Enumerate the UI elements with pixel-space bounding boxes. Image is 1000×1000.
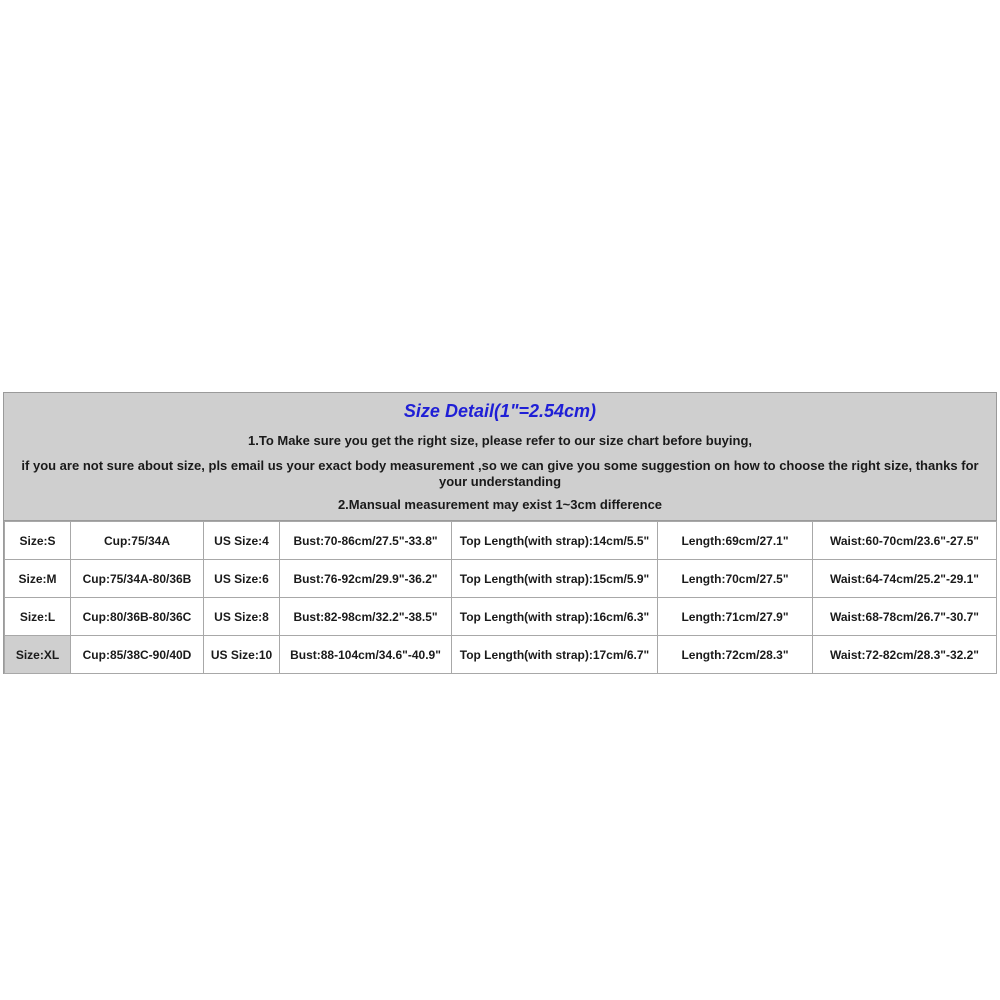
size-table [4,521,997,674]
waist-cell: Waist:68-78cm/26.7"-30.7" [813,598,997,636]
top-length-cell: Top Length(with strap):15cm/5.9" [452,560,658,598]
us-size-cell: US Size:8 [204,598,280,636]
length-cell: Length:71cm/27.9" [658,598,813,636]
bust-cell: Bust:88-104cm/34.6"-40.9" [280,636,452,674]
cup-cell: Cup:80/36B-80/36C [71,598,204,636]
table-row [5,522,997,560]
bust-cell: Bust:82-98cm/32.2"-38.5" [280,598,452,636]
size-chart [3,392,997,674]
top-length-cell: Top Length(with strap):17cm/6.7" [452,636,658,674]
size-cell: Size:M [5,560,71,598]
us-size-cell: US Size:4 [204,522,280,560]
waist-cell: Waist:72-82cm/28.3"-32.2" [813,636,997,674]
table-row [5,636,997,674]
cup-cell: Cup:85/38C-90/40D [71,636,204,674]
waist-cell: Waist:64-74cm/25.2"-29.1" [813,560,997,598]
table-row [5,598,997,636]
size-cell: Size:S [5,522,71,560]
bust-cell: Bust:70-86cm/27.5"-33.8" [280,522,452,560]
us-size-cell: US Size:6 [204,560,280,598]
waist-cell: Waist:60-70cm/23.6"-27.5" [813,522,997,560]
bust-cell: Bust:76-92cm/29.9"-36.2" [280,560,452,598]
top-length-cell: Top Length(with strap):14cm/5.5" [452,522,658,560]
cup-cell: Cup:75/34A [71,522,204,560]
size-chart-title: Size Detail(1"=2.54cm) [403,401,597,421]
us-size-cell: US Size:10 [204,636,280,674]
size-cell: Size:L [5,598,71,636]
size-note-3: 2.Mansual measurement may exist 1~3cm difference [337,497,663,512]
length-cell: Length:69cm/27.1" [658,522,813,560]
size-cell: Size:XL [5,636,71,674]
top-length-cell: Top Length(with strap):16cm/6.3" [452,598,658,636]
table-row [5,560,997,598]
length-cell: Length:70cm/27.5" [658,560,813,598]
length-cell: Length:72cm/28.3" [658,636,813,674]
size-note-2: if you are not sure about size, pls email us your exact body measurement ,so we can give you some suggestion on how to choose the right size, thanks for your understanding [21,458,979,489]
size-chart-header [4,393,996,521]
size-note-1: 1.To Make sure you get the right size, please refer to our size chart before buying, [248,433,752,448]
cup-cell: Cup:75/34A-80/36B [71,560,204,598]
